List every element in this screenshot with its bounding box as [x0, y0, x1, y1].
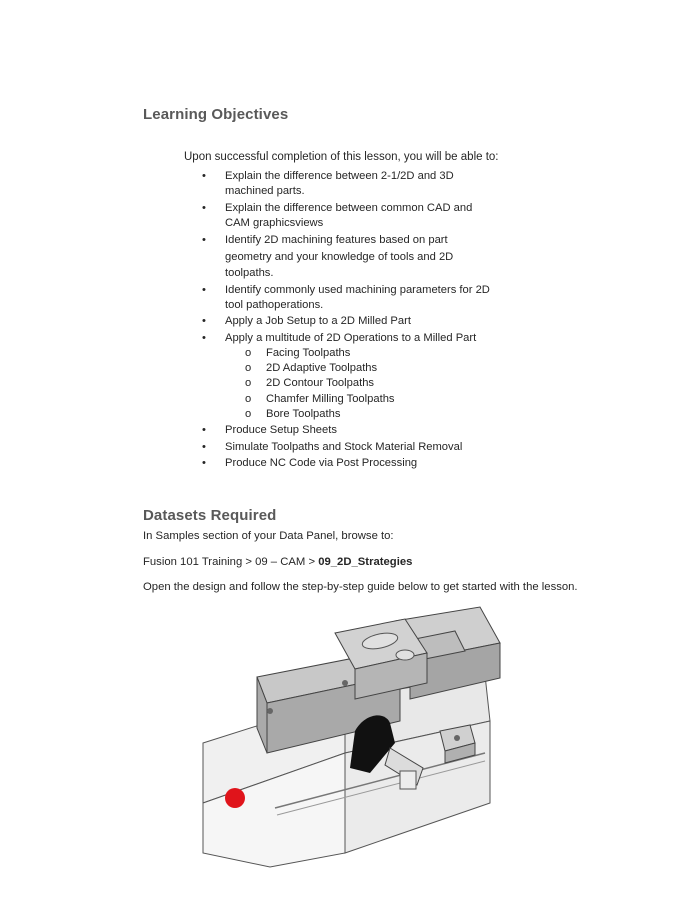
sub-list-item: o 2D Contour Toolpaths [225, 376, 510, 391]
red-dot-icon [225, 788, 245, 808]
bullet-icon: • [202, 440, 206, 453]
circle-bullet-icon: o [245, 408, 252, 421]
dataset-path-prefix: Fusion 101 Training > 09 – CAM > [143, 556, 319, 568]
objectives-intro: Upon successful completion of this lesson, you will be able to: [184, 151, 499, 163]
list-item: • Produce NC Code via Post Processing [200, 456, 510, 471]
objectives-list [200, 169, 510, 472]
list-item: • Produce Setup Sheets [200, 423, 510, 438]
learning-objectives-heading: Learning Objectives [143, 106, 289, 123]
list-item: • Identify commonly used machining parameters for 2D tool pathoperations. [202, 283, 490, 311]
circle-bullet-icon: o [245, 392, 252, 405]
sub-list-item: o Facing Toolpaths [225, 346, 510, 361]
bullet-icon: • [202, 170, 206, 182]
list-item: • Apply a multitude of 2D Operations to a Milled Part o Facing Toolpaths o 2D Adaptive Toolpaths o 2D Contour Toolpaths o Chamfer Milling Toolpaths o Bore Toolpaths [200, 331, 510, 423]
bullet-icon: • [202, 283, 206, 296]
bullet-icon: • [202, 234, 206, 247]
dataset-path [143, 556, 412, 568]
bullet-icon: • [202, 424, 206, 437]
circle-bullet-icon: o [245, 362, 252, 375]
circle-bullet-icon: o [245, 346, 252, 359]
list-item: • Identify 2D machining features based on part geometry and your knowledge of tools and 2D toolpaths. [202, 234, 454, 280]
sub-list-item: o Bore Toolpaths [225, 407, 510, 422]
bullet-icon: • [202, 456, 206, 469]
machine-vise-illustration [195, 603, 515, 871]
datasets-required-heading: Datasets Required [143, 507, 277, 524]
bullet-icon: • [202, 331, 206, 344]
bullet-icon: • [202, 201, 206, 214]
sub-list-item: o 2D Adaptive Toolpaths [225, 361, 510, 376]
list-item: • Explain the difference between common CAD and CAM graphicsviews [202, 201, 473, 229]
list-item: • Apply a Job Setup to a 2D Milled Part [200, 314, 510, 329]
sub-list-item: o Chamfer Milling Toolpaths [225, 392, 510, 407]
open-design-instruction: Open the design and follow the step-by-step guide below to get started with the lesson. [143, 581, 578, 593]
list-item: • Simulate Toolpaths and Stock Material Removal [200, 440, 510, 455]
dataset-folder-name: 09_2D_Strategies [318, 556, 413, 568]
list-item: • Explain the difference between 2-1/2D and 3D machined parts. [202, 170, 454, 198]
operations-sublist [225, 346, 510, 422]
bullet-icon: • [202, 315, 206, 328]
datasets-instruction: In Samples section of your Data Panel, browse to: [143, 530, 394, 542]
circle-bullet-icon: o [245, 377, 252, 390]
